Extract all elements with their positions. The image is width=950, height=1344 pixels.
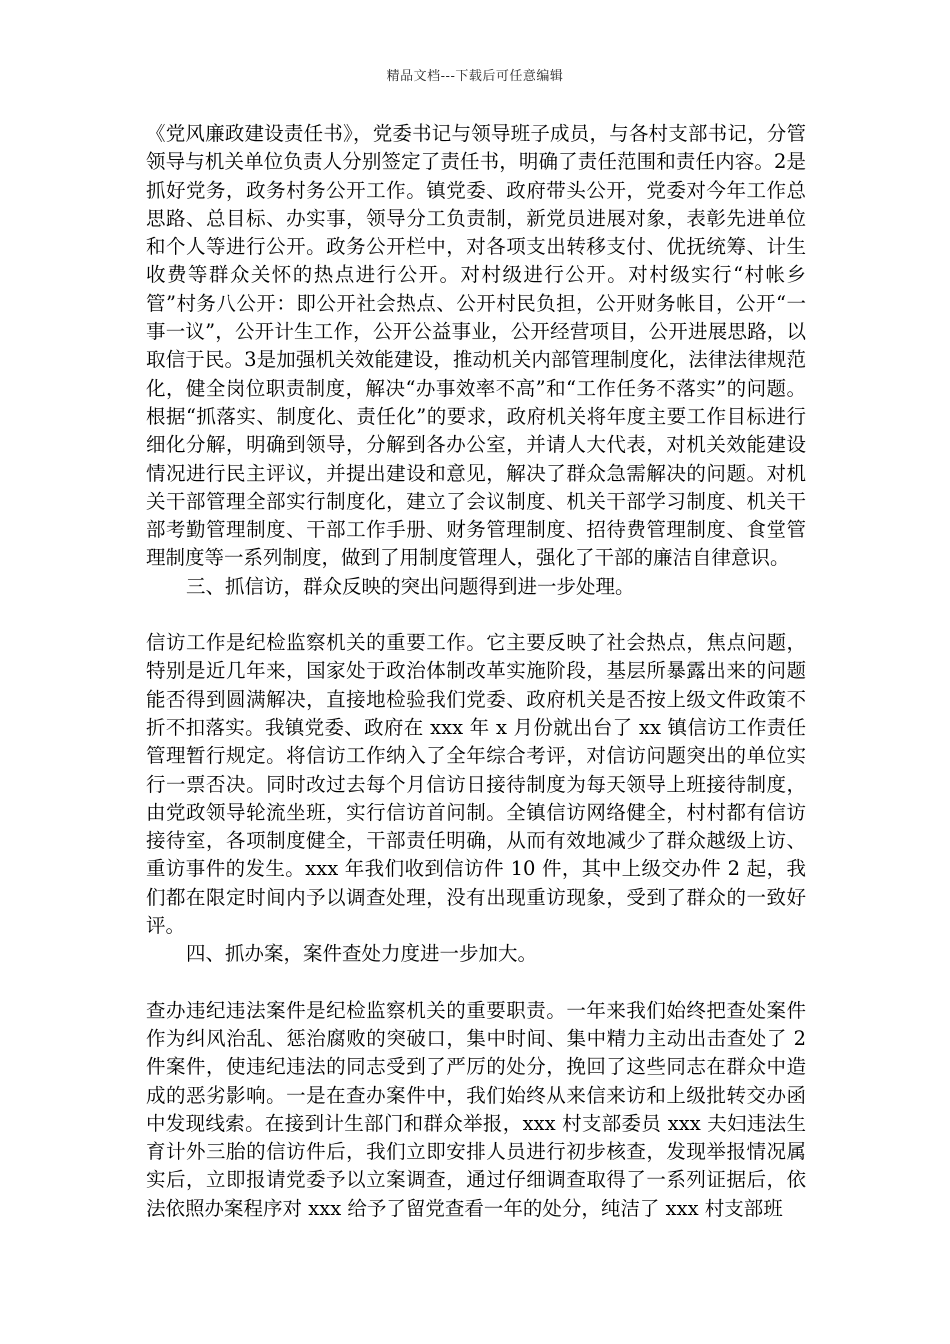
document-body [146,120,806,1223]
section-heading-petitions: 三、抓信访，群众反映的突出问题得到进一步处理。 [186,574,635,598]
paragraph-petitions: 信访工作是纪检监察机关的重要工作。它主要反映了社会热点，焦点问题，特别是近几年来，国家处于政治体制改革实施阶段，基层所暴露出来的问题能否得到圆满解决，直接地检验我们党委、政府机关是否按上级文件政策不折不扣落实。我镇党委、政府在 xxx 年 x 月份就出台了 xx 镇信访工作责任管理暂行规定。将信访工作纳入了全年综合考评，对信访问题突出的单位实行一票否决。同时改过去每个月信访日接待制度为每天领导上班接待制度，由党政领导轮流坐班，实行信访首问制。全镇信访网络健全，村村都有信访接待室，各项制度健全，干部责任明确，从而有效地减少了群众越级上访、重访事件的发生。xxx 年我们收到信访件 10 件，其中上级交办件 2 起，我们都在限定时间内予以调查处理，没有出现重访现象，受到了群众的一致好评。 [146,631,806,938]
paragraph-responsibility-and-openness: 《党风廉政建设责任书》，党委书记与领导班子成员，与各村支部书记，分管领导与机关单位负责人分别签定了责任书，明确了责任范围和责任内容。2是抓好党务，政务村务公开工作。镇党委、政府带头公开，党委对今年工作总思路、总目标、办实事，领导分工负责制，新党员进展对象，表彰先进单位和个人等进行公开。政务公开栏中，对各项支出转移支付、优抚统筹、计生收费等群众关怀的热点进行公开。对村级进行公开。对村级实行“村帐乡管”村务八公开：即公开社会热点、公开村民负担，公开财务帐目，公开“一事一议”，公开计生工作，公开公益事业，公开经营项目，公开进展思路，以取信于民。3是加强机关效能建设，推动机关内部管理制度化，法律法律规范化，健全岗位职责制度，解决“办事效率不高”和“工作任务不落实”的问题。根据“抓落实、制度化、责任化”的要求，政府机关将年度主要工作目标进行细化分解，明确到领导，分解到各办公室，并请人大代表，对机关效能建设情况进行民主评议，并提出建设和意见，解决了群众急需解决的问题。对机关干部管理全部实行制度化，建立了会议制度、机关干部学习制度、机关干部考勤管理制度、干部工作手册、财务管理制度、招待费管理制度、食堂管理制度等一系列制度，做到了用制度管理人，强化了干部的廉洁自律意识。 [146,122,806,570]
paragraph-case-handling: 查办违纪违法案件是纪检监察机关的重要职责。一年来我们始终把查处案件作为纠风治乱、惩治腐败的突破口，集中时间、集中精力主动出击查处了 2 件案件，使违纪违法的同志受到了严厉的处分，挽回了这些同志在群众中造成的恶劣影响。一是在查办案件中，我们始终从来信来访和上级批转交办函中发现线索。在接到计生部门和群众举报，xxx 村支部委员 xxx 夫妇违法生育计外三胎的信访件后，我们立即安排人员进行初步核查，发现举报情况属实后，立即报请党委予以立案调查，通过仔细调查取得了一系列证据后，依法依照办案程序对 xxx 给予了留党查看一年的处分，纯洁了 xxx 村支部班 [146,998,806,1220]
page-header: 精品文档---下载后可任意编辑 [386,69,564,84]
paragraph-spacer [146,969,806,997]
section-heading-case-handling: 四、抓办案，案件查处力度进一步加大。 [186,942,538,966]
paragraph-spacer [146,601,806,629]
